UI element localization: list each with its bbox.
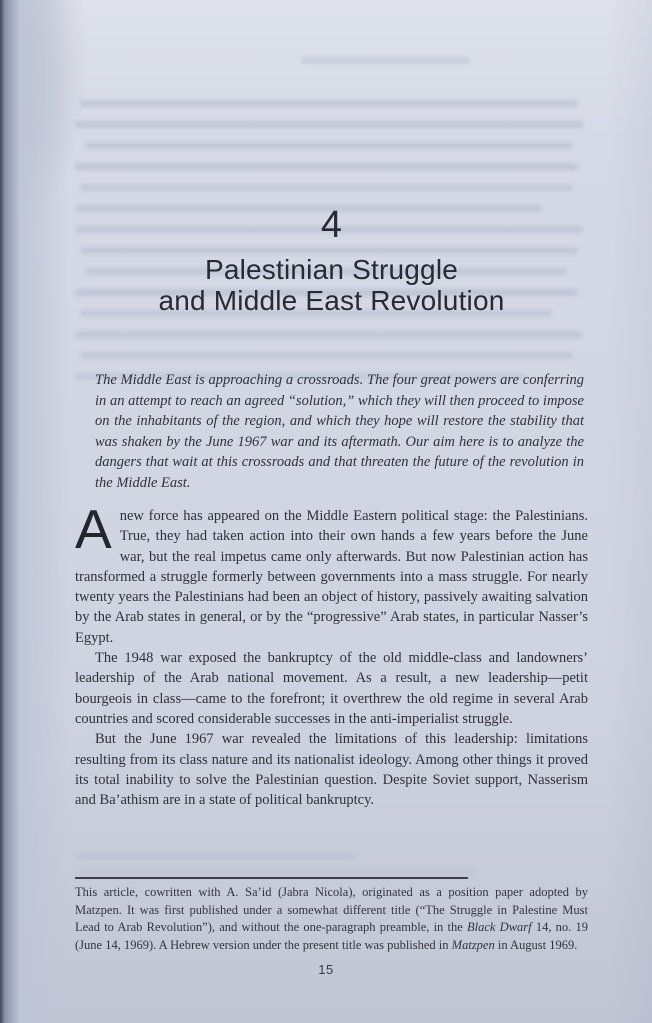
- footnote: [75, 884, 588, 954]
- chapter-number: 4: [320, 204, 343, 246]
- chapter-title: [75, 254, 588, 316]
- showthrough-line: [75, 853, 357, 860]
- footnote-italic-segment: Black Dwarf: [467, 920, 532, 934]
- paragraph-1: [75, 498, 588, 648]
- page-content: [75, 0, 588, 810]
- chapter-title-line2: and Middle East Revolution: [158, 285, 505, 316]
- page-number: 15: [318, 962, 334, 977]
- footnote-segment: This article, cowritten with A. Sa’id (Jabra Nicola), originated as a position paper adopted by Matzpen. It was first published under a somewhat different title (“The Struggle in Palestine Must Lead to Arab Revolution”), and without the one-paragraph preamble, in the: [75, 885, 588, 934]
- paragraph-1-text: new force has appeared on the Middle Eastern political stage: the Palestinians. True, they had taken action into their own hands a few years before the June war, but the real impetus came only afterwards. But now Palestinian action has transformed a struggle formerly between governments into a mass struggle. For nearly twenty years the Palestinians had been an object of history, passively awaiting salvation by the Arab states in general, or by the “progressive” Arab states, in particular Nasser’s Egypt.: [75, 508, 588, 646]
- preamble-text: The Middle East is approaching a crossroads. The four great powers are conferring in an attempt to reach an agreed “solution,” which they will then proceed to impose on the inhabitants of the region, and which they hope will restore the stability that was shaken by the June 1967 war and its aftermath. Our aim here is to analyze the dangers that wait at this crossroads and that threaten the future of the revolution in the Middle East.: [95, 372, 584, 491]
- chapter-title-line1: Palestinian Struggle: [204, 254, 459, 285]
- footnote-italic-segment: Matzpen: [451, 937, 495, 952]
- footnote-segment: 14, no. 19 (June 14, 1969). A Hebrew version under the present title was published in: [75, 920, 588, 952]
- drop-cap: A: [75, 498, 112, 560]
- paragraph-2: The 1948 war exposed the bankruptcy of the old middle-class and landowners’ leadership of the Arab national movement. As a result, a new leadership—petit bourgeois in class—came to the forefront; it overthrew the old regime in several Arab countries and scored considerable successes in the anti-imperialist struggle.: [75, 650, 588, 727]
- showthrough-line: [75, 869, 475, 876]
- paragraph-3: But the June 1967 war revealed the limitations of this leadership: limitations resulting from its class nature and its nationalist ideology. Among other things it proved its total inability to solve the Palestinian question. Despite Soviet support, Nasserism and Ba’athism are in a state of political bankruptcy.: [75, 731, 588, 809]
- footnote-separator: [75, 877, 468, 879]
- footnote-segment: in August 1969.: [494, 937, 578, 952]
